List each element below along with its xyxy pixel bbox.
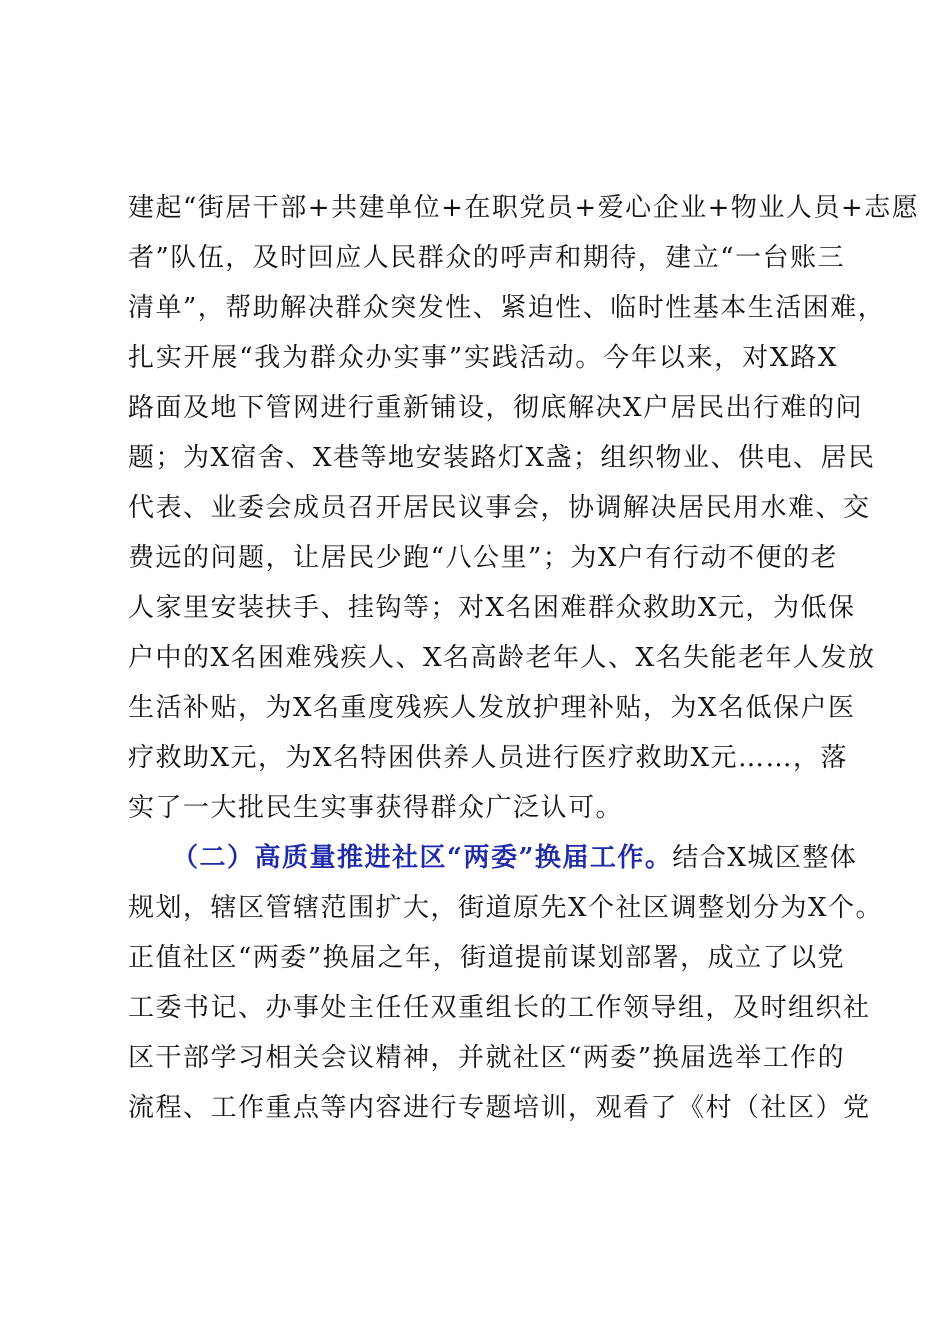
- paragraph-line: 清单”，帮助解决群众突发性、紧迫性、临时性基本生活困难，: [128, 293, 886, 323]
- paragraph-line: 费远的问题，让居民少跑“八公里”；为X户有行动不便的老: [128, 543, 838, 573]
- paragraph-text: 结合X城区整体: [672, 843, 858, 873]
- paragraph-line: 实了一大批民生实事获得群众广泛认可。: [128, 793, 624, 823]
- paragraph-line: 正值社区“两委”换届之年，街道提前谋划部署，成立了以党: [128, 943, 846, 973]
- paragraph-line: 路面及地下管网进行重新铺设，彻底解决X户居民出行难的问: [128, 393, 864, 423]
- paragraph-first-line: [128, 833, 858, 883]
- paragraph-line: 生活补贴，为X名重度残疾人发放护理补贴，为X名低保户医: [128, 693, 856, 723]
- paragraph-line: 规划，辖区管辖范围扩大，街道原先X个社区调整划分为X个。: [128, 893, 884, 923]
- paragraph-line: 流程、工作重点等内容进行专题培训，观看了《村（社区）党: [128, 1093, 871, 1123]
- paragraph-line: 区干部学习相关会议精神，并就社区“两委”换届选举工作的: [128, 1043, 846, 1073]
- paragraph-line: 代表、业委会成员召开居民议事会，协调解决居民用水难、交: [128, 493, 871, 523]
- paragraph-line: 扎实开展“我为群众办实事”实践活动。今年以来，对X路X: [128, 343, 838, 373]
- paragraph-livelihood: [128, 183, 920, 833]
- paragraph-election: [128, 833, 884, 1133]
- paragraph-line: 工委书记、办事处主任任双重组长的工作领导组，及时组织社: [128, 993, 871, 1023]
- paragraph-line: 建起“街居干部+共建单位+在职党员+爱心企业+物业人员+志愿: [128, 193, 920, 223]
- paragraph-line: 人家里安装扶手、挂钩等；对X名困难群众救助X元，为低保: [128, 593, 856, 623]
- paragraph-line: 户中的X名困难残疾人、X名高龄老年人、X名失能老年人发放: [128, 643, 876, 673]
- paragraph-line: 疗救助X元，为X名特困供养人员进行医疗救助X元……，落: [128, 743, 849, 773]
- section-heading: （二）高质量推进社区“两委”换届工作。: [172, 843, 673, 873]
- paragraph-line: 题；为X宿舍、X巷等地安装路灯X盏；组织物业、供电、居民: [128, 443, 876, 473]
- paragraph-line: 者”队伍，及时回应人民群众的呼声和期待，建立“一台账三: [128, 243, 846, 273]
